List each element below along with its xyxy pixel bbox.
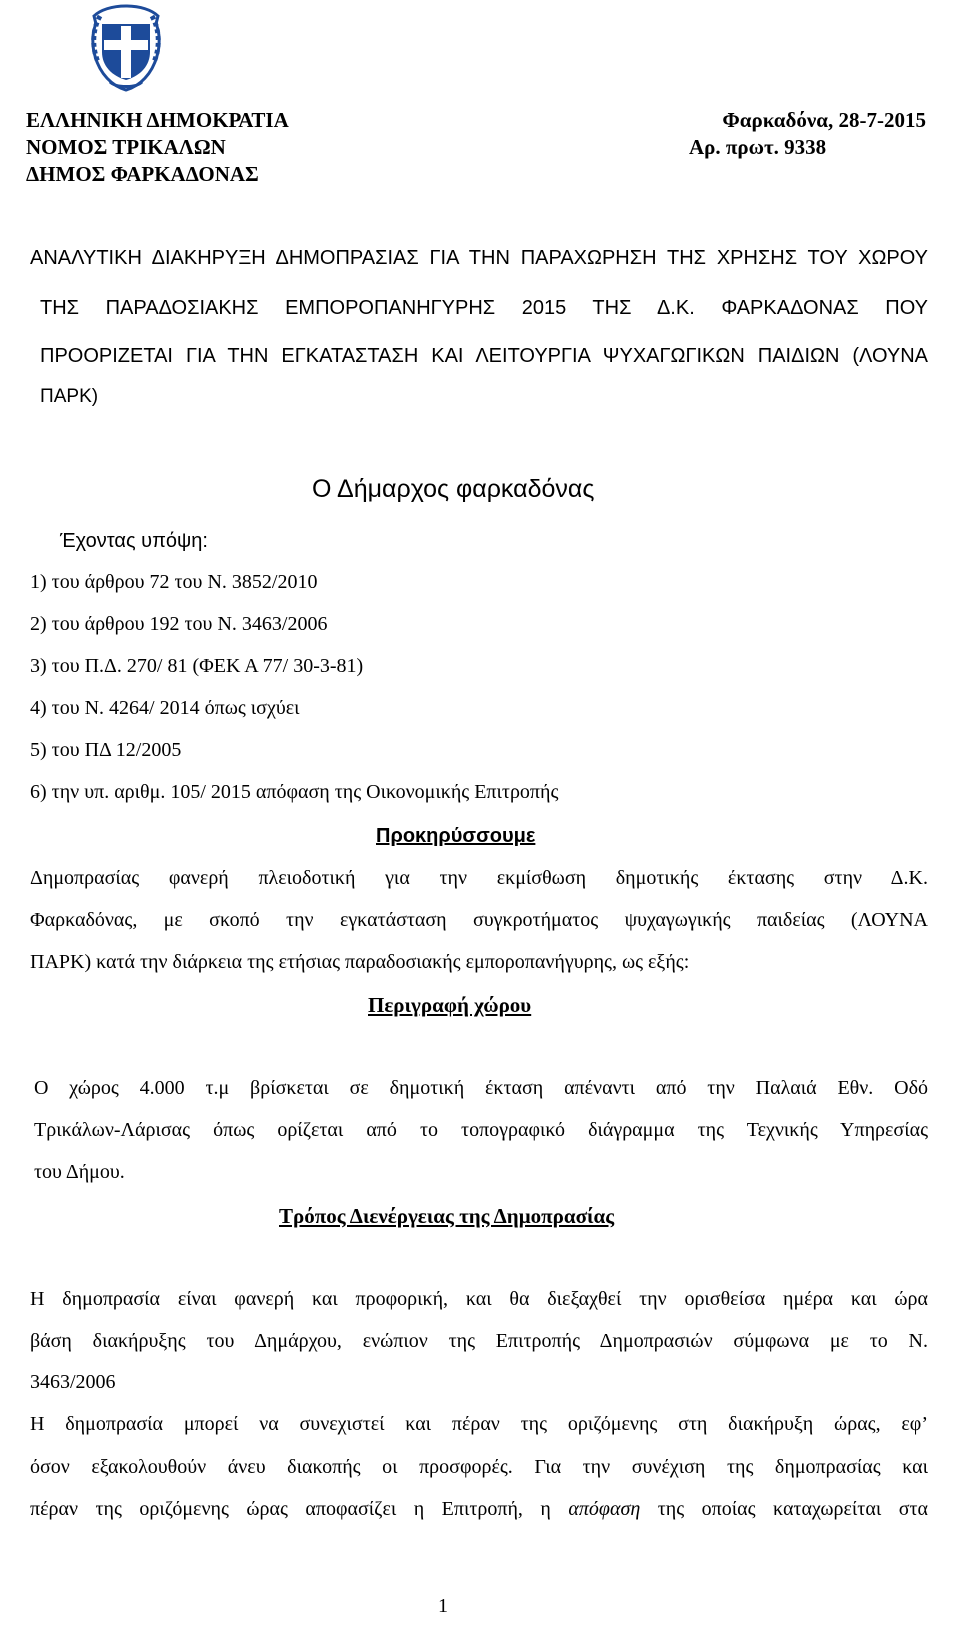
header-date: Φαρκαδόνα, 28-7-2015: [722, 108, 926, 132]
method-line-1: Η δημοπρασία είναι φανερή και προφορική, και θα διεξαχθεί την ορισθείσα ημέρα και ώρα: [30, 1288, 928, 1310]
header-prefecture: ΝΟΜΟΣ ΤΡΙΚΑΛΩΝ: [26, 135, 226, 159]
list-item: 2) του άρθρου 192 του Ν. 3463/2006: [30, 613, 328, 635]
method-line-6: [30, 1498, 928, 1521]
method-line-5: όσον εξακολουθούν άνευ διακοπής οι προσφορές. Για την συνέχιση της δημοπρασίας και: [30, 1456, 928, 1478]
header-country: ΕΛΛΗΝΙΚΗ ΔΗΜΟΚΡΑΤΙΑ: [26, 108, 289, 132]
method-line-6-end: της οποίας καταχωρείται στα: [640, 1498, 928, 1520]
method-line-2: βάση διακήρυξης του Δημάρχου, ενώπιον της Επιτροπής Δημοπρασιών σύμφωνα με το Ν.: [30, 1330, 928, 1352]
intro-line-2: Φαρκαδόνας, με σκοπό την εγκατάσταση συγκροτήματος ψυχαγωγικής παιδείας (ΛΟΥΝΑ: [30, 909, 928, 931]
proclaim-heading: Προκηρύσσουμε: [376, 825, 536, 847]
space-heading: Περιγραφή χώρου: [368, 993, 532, 1017]
method-line-6-start: πέραν της οριζόμενης ώρας αποφασίζει η Επιτροπή, η: [30, 1498, 569, 1520]
title-line-3: ΠΡΟΟΡΙΖΕΤΑΙ ΓΙΑ ΤΗΝ ΕΓΚΑΤΑΣΤΑΣΗ ΚΑΙ ΛΕΙΤΟΥΡΓΙΑ ΨΥΧΑΓΩΓΙΚΩΝ ΠΑΙΔΙΩΝ (ΛΟΥΝΑ: [40, 345, 928, 367]
considering-label: Έχοντας υπόψη:: [60, 530, 208, 552]
method-line-6-italic: απόφαση: [568, 1498, 641, 1520]
header-protocol-number: Αρ. πρωτ. 9338: [689, 135, 827, 159]
space-line-1: Ο χώρος 4.000 τ.μ βρίσκεται σε δημοτική έκταση απέναντι από την Παλαιά Εθν. Οδό: [34, 1077, 928, 1099]
intro-line-1: Δημοπρασίας φανερή πλειοδοτική για την εκμίσθωση δημοτικής έκτασης στην Δ.Κ.: [30, 867, 928, 889]
title-line-1: ΑΝΑΛΥΤΙΚΗ ΔΙΑΚΗΡΥΞΗ ΔΗΜΟΠΡΑΣΙΑΣ ΓΙΑ ΤΗΝ ΠΑΡΑΧΩΡΗΣΗ ΤΗΣ ΧΡΗΣΗΣ ΤΟΥ ΧΩΡΟΥ: [30, 247, 928, 269]
mayor-heading: Ο Δήμαρχος φαρκαδόνας: [312, 475, 595, 503]
method-line-3: 3463/2006: [30, 1371, 116, 1393]
title-line-2: ΤΗΣ ΠΑΡΑΔΟΣΙΑΚΗΣ ΕΜΠΟΡΟΠΑΝΗΓΥΡΗΣ 2015 ΤΗΣ Δ.Κ. ΦΑΡΚΑΔΟΝΑΣ ΠΟΥ: [40, 297, 928, 319]
greek-coat-of-arms-emblem: [86, 2, 166, 92]
title-line-4: ΠΑΡΚ): [40, 386, 99, 407]
list-item: 6) την υπ. αριθμ. 105/ 2015 απόφαση της Οικονομικής Επιτροπής: [30, 781, 559, 803]
space-line-3: του Δήμου.: [34, 1161, 125, 1183]
header-municipality: ΔΗΜΟΣ ΦΑΡΚΑΔΟΝΑΣ: [26, 162, 259, 186]
intro-line-3: ΠΑΡΚ) κατά την διάρκεια της ετήσιας παραδοσιακής εμποροπανήγυρης, ως εξής:: [30, 951, 690, 973]
list-item: 3) του Π.Δ. 270/ 81 (ΦΕΚ Α 77/ 30-3-81): [30, 655, 364, 677]
page-number: 1: [438, 1595, 448, 1617]
method-heading: Τρόπος Διενέργειας της Δημοπρασίας: [279, 1204, 615, 1228]
list-item: 5) του ΠΔ 12/2005: [30, 739, 182, 761]
list-item: 1) του άρθρου 72 του Ν. 3852/2010: [30, 571, 318, 593]
list-item: 4) του Ν. 4264/ 2014 όπως ισχύει: [30, 697, 300, 719]
method-line-4: Η δημοπρασία μπορεί να συνεχιστεί και πέραν της οριζόμενης στη διακήρυξη ώρας, εφ’: [30, 1413, 928, 1435]
space-line-2: Τρικάλων-Λάρισας όπως ορίζεται από το τοπογραφικό διάγραμμα της Τεχνικής Υπηρεσίας: [34, 1119, 928, 1141]
